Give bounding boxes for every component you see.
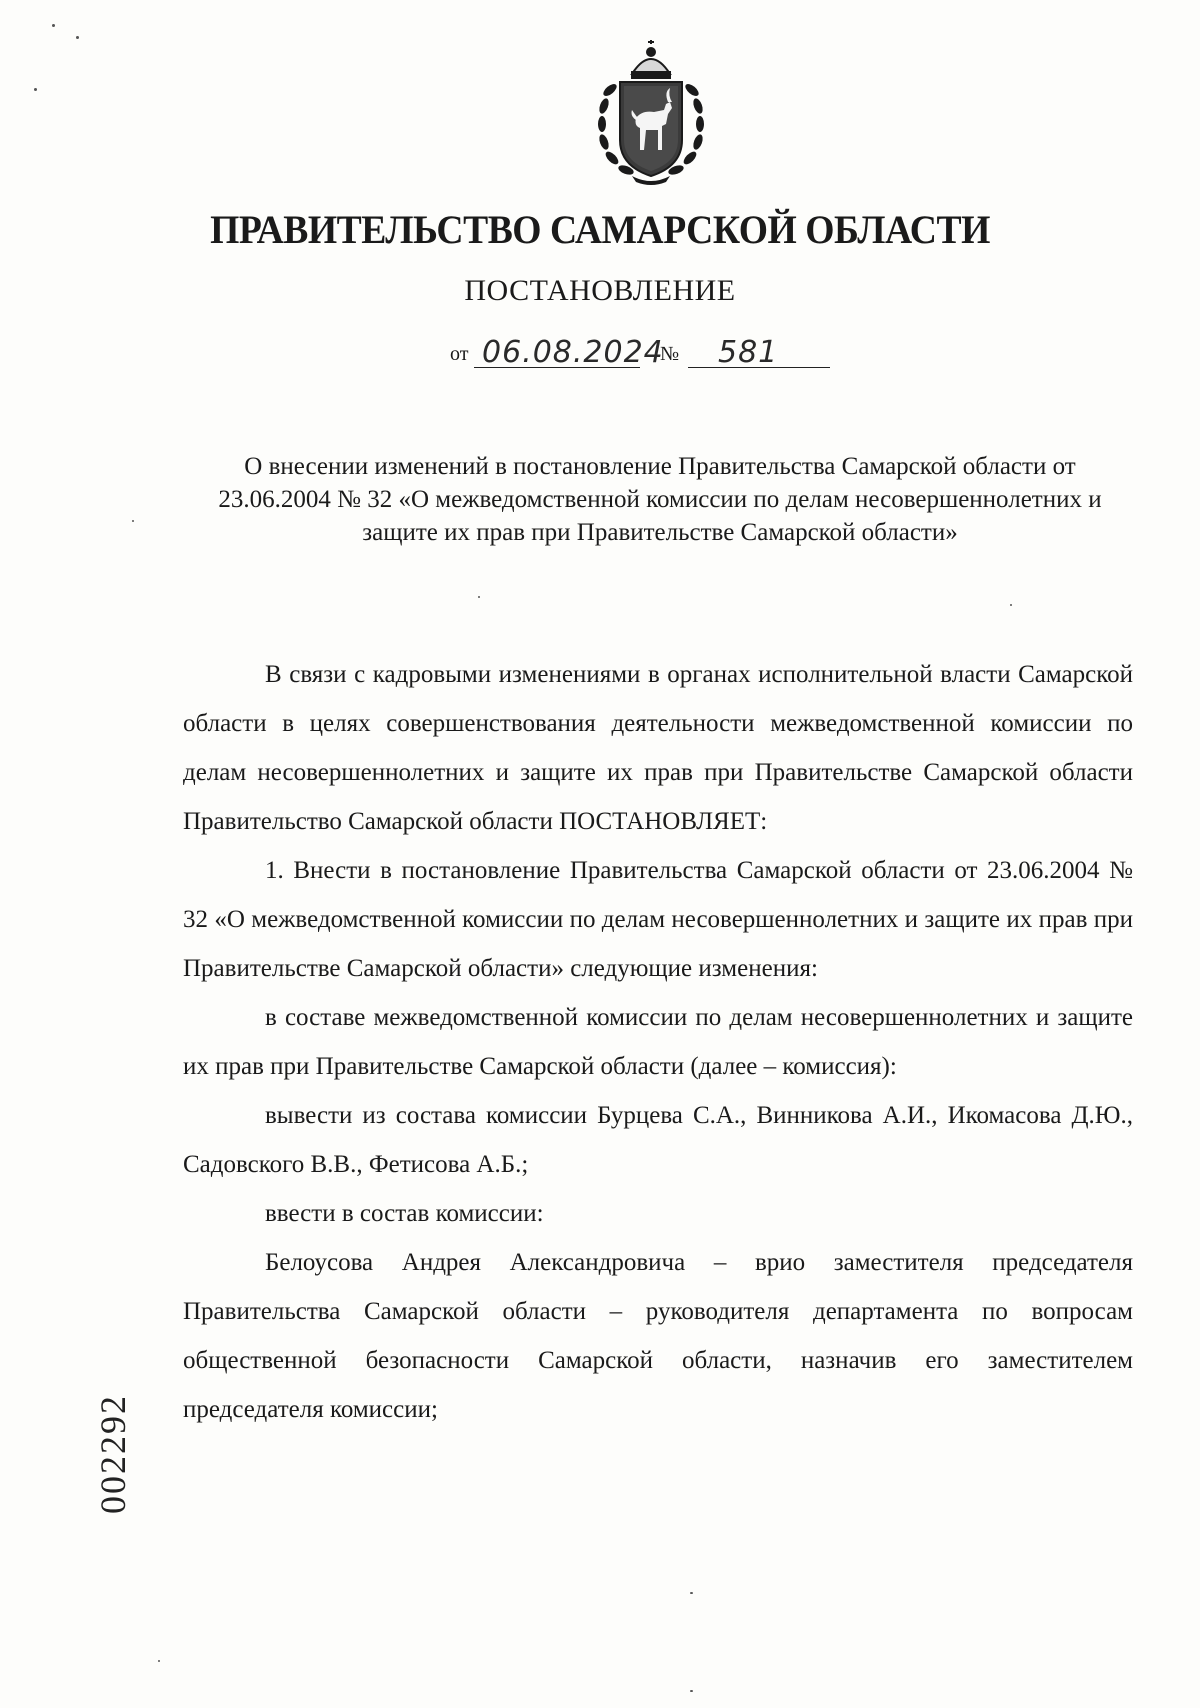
body-paragraph: Белоусова Андрея Александровича – врио заместителя председателя Правительства Самарской области – руководителя департамента по вопросам общественной безопасности Самарской области, назначив его заместителем председателя комиссии;	[183, 1249, 1133, 1423]
body-paragraph: В связи с кадровыми изменениями в органах исполнительной власти Самарской области в целях совершенствования деятельности межведомственной комиссии по делам несовершеннолетних и защите их прав при Правительстве Самарской области Правительство Самарской области ПОСТАНОВЛЯЕТ:	[183, 661, 1133, 835]
scan-speck	[478, 596, 480, 598]
scan-speck	[132, 520, 134, 522]
date-number-line	[450, 328, 850, 374]
samara-coat-of-arms-icon	[592, 40, 710, 186]
handwritten-date: 06.08.2024	[482, 335, 664, 370]
scan-speck	[52, 24, 55, 27]
scan-speck	[76, 36, 79, 39]
body-paragraph: вывести из состава комиссии Бурцева С.А., Винникова А.И., Икомасова Д.Ю., Садовского В.В., Фетисова А.Б.;	[183, 1102, 1133, 1178]
government-title: ПРАВИТЕЛЬСТВО САМАРСКОЙ ОБЛАСТИ	[210, 207, 990, 252]
body-paragraph: 1. Внести в постановление Правительства Самарской области от 23.06.2004 № 32 «О межведомственной комиссии по делам несовершеннолетних и защите их прав при Правительстве Самарской области» следующие изменения:	[183, 857, 1133, 982]
scan-speck	[690, 1592, 693, 1594]
document-subject: О внесении изменений в постановление Правительства Самарской области от 23.06.2004 № 32 «О межведомственной комиссии по делам несовершеннолетних и защите их прав при Правительстве Самарской области»	[218, 453, 1102, 546]
scan-speck	[34, 88, 37, 91]
handwritten-number: 581	[718, 335, 779, 370]
body-paragraph: ввести в состав комиссии:	[265, 1200, 544, 1227]
side-serial-number: 002292	[93, 1394, 133, 1514]
document-body	[183, 650, 1133, 1434]
document-type: ПОСТАНОВЛЕНИЕ	[464, 274, 736, 307]
number-prefix: №	[660, 343, 680, 365]
scan-speck	[690, 1690, 693, 1692]
scan-speck	[1010, 604, 1012, 606]
date-prefix: от	[450, 343, 469, 365]
scan-speck	[158, 1660, 160, 1662]
body-paragraph: в составе межведомственной комиссии по делам несовершеннолетних и защите их прав при Правительстве Самарской области (далее – комиссия):	[183, 1004, 1133, 1080]
